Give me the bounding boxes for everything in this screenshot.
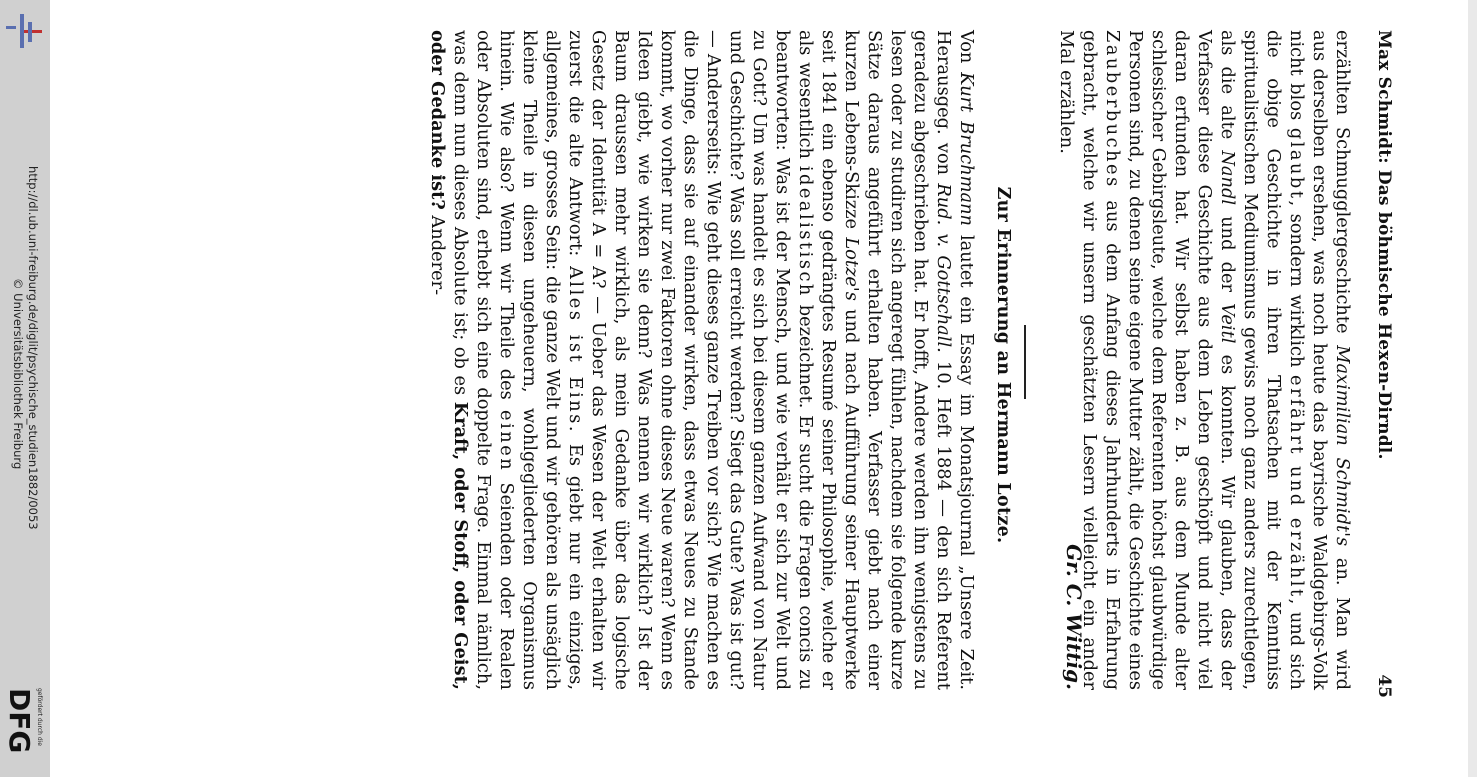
article-body-text: Von Kurt Bruchmann lautet ein Essay im Monatsjournal „Unsere Zeit. Herausgeg. von Rud. v. Gottschall. 10. Heft 1884 — den sich Referent geradezu abgeschrieben hat. Er hofft, Andere werden ihn wenigstens zu lesen oder zu studiren sich angeregt fühlen, nachdem sie folgende kurze Sätze daraus angeführt erhalten haben. Verfasser giebt nach einer kurzen Lebens-Skizze Lotze's und nach Aufführung seiner Hauptwerke seit 1841 ein ebenso gedrängtes Resumé seiner Philosophie, welche er als wesentlich idealistisch bezeichnet. Er sucht die Fragen concis zu beantworten: Was ist der Mensch, und wie verhält er sich zur Welt und zu Gott? Um was handelt es sich bei diesem ganzen Aufwand von Natur und Geschichte? Was soll erreicht werden? Siegt das Gute? Was ist gut? — Andererseits: Wie geht dieses ganze Treiben vor sich? Wie machen es die Dinge, dass sie auf einander wirken, dass etwas Neues zu Stande kommt, wo vorher nur zwei Faktoren ohne dieses Neue waren? Wenn es Ideen giebt, wie wirken sie denn? Was nennen wir wirklich? Ist der Baum draussen mehr wirklich, als mein Gedanke über das logische Gesetz der Identität A = A? — Ueber das Wesen der Welt erhalten wir zuerst die alte Antwort: Alles ist Eins. Es giebt nur ein einziges, allgemeines, grosses Sein: die ganze Welt und wir gehören als unsäglich kleine Theile in diesen ungeheuern, wohlgegliederten Organismus hinein. Wie also? Wenn wir Theile des einen Seienden oder Realen oder Absoluten sind, erhebt sich eine doppelte Frage. Einmal nämlich, was denn nun dieses Absolute ist; ob es Kraft, oder Stoff, oder Geist, oder Gedanke ist? Anderer- <box>427 30 977 691</box>
dfg-wordmark: DFG <box>3 688 36 754</box>
article-signature: Gr. C. Wittig. <box>1062 544 1086 690</box>
scanned-page <box>198 20 1398 740</box>
viewer-right-edge <box>1468 0 1477 777</box>
previous-article-text: erzählten Schmugglergeschichte Maximilian Schmidt's an. Man wird aus derselben ersehen, was noch heute das bayrische Waldgebirgs-Volk nicht blos glaubt, sondern wirklich erfährt und erzählt, und sich die obige Geschichte in ihren Thatsachen mit der Kenntniss spiritualistischen Mediumismus gewiss noch ganz anders zurechtlegen, als die alte Nandl und der Veitl es konnten. Wir glauben, dass der Verfasser diese Geschichte aus dem Leben geschöpft und nicht viel daran erfunden hat. Wir selbst haben z. B. aus dem Munde alter schlesischer Gebirgsleute, welche dem Referenten höchst glaubwürdige Personen sind, zu denen seine eigene Mutter zählt, die Geschichte eines Zauberbuches aus dem Anfang dieses Jahrhunderts in Erfahrung gebracht, welche wir unsern geschätzten Lesern vielleicht ein ander Mal erzählen. <box>1056 30 1353 690</box>
running-title: Max Schmidt: Das böhmische Hexen-Dirndl. <box>1374 30 1394 460</box>
dfg-logo-icon <box>2 686 48 770</box>
viewer-sidebar <box>0 0 50 777</box>
section-title: Zur Erinnerung an Hermann Lotze. <box>993 186 1013 544</box>
section-divider <box>1024 325 1026 399</box>
copyright-notice: © Universitätsbibliothek Freiburg <box>11 278 25 470</box>
library-logo-icon <box>4 8 44 52</box>
source-url[interactable]: http://dl.ub.uni-freiburg.de/diglit/psychische_studien1882/0053 <box>26 166 40 530</box>
dfg-caption: gefördert durch die <box>36 688 43 746</box>
page-number: 45 <box>1374 674 1394 698</box>
running-head <box>1366 30 1398 730</box>
